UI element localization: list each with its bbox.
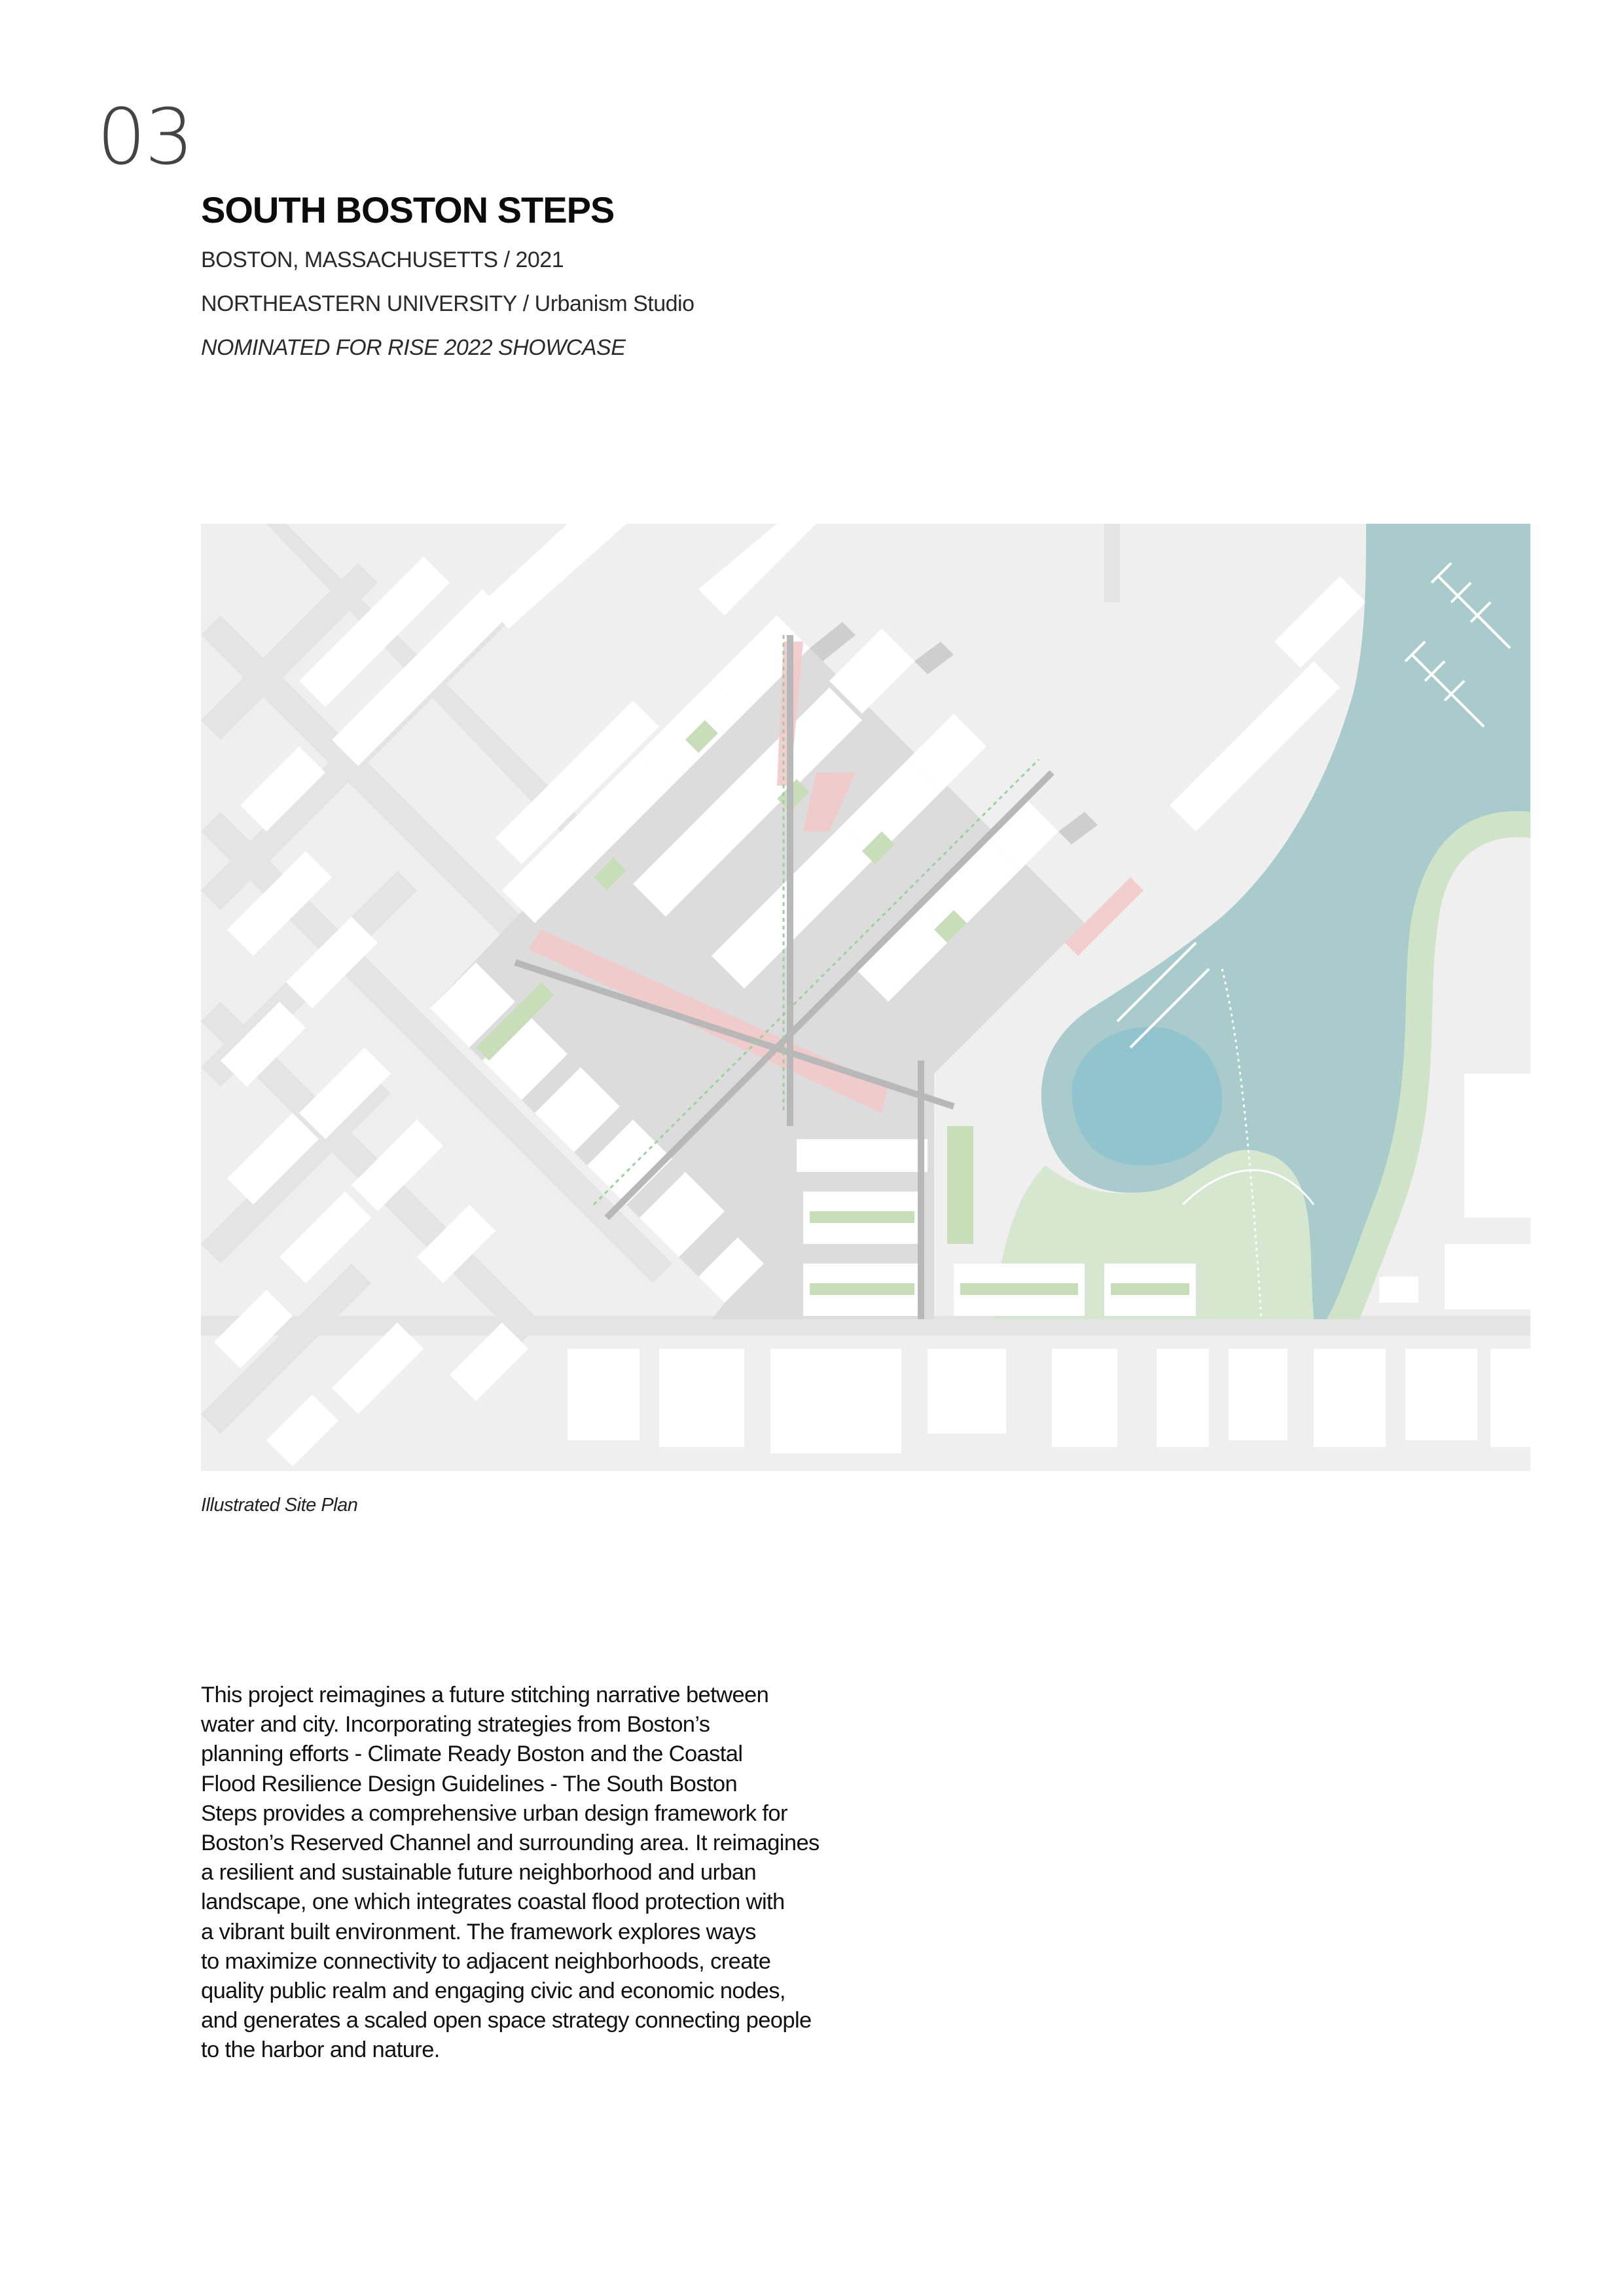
description-line: This project reimagines a future stitching narrative between bbox=[201, 1683, 769, 1707]
location-year: / 2021 bbox=[497, 247, 564, 272]
nomination-note: NOMINATED FOR RISE 2022 SHOWCASE bbox=[201, 335, 626, 360]
description-line: landscape, one which integrates coastal flood protection with bbox=[201, 1889, 785, 1915]
institution-text: NORTHEASTERN UNIVERSITY bbox=[201, 291, 517, 316]
description-line: planning efforts - Climate Ready Boston and the Coastal bbox=[201, 1741, 743, 1767]
project-title: SOUTH BOSTON STEPS bbox=[201, 189, 615, 230]
site-plan-figure bbox=[201, 524, 1530, 1471]
description-line: a vibrant built environment. The framework explores ways bbox=[201, 1919, 756, 1944]
location-text: BOSTON, MASSACHUSETTS bbox=[201, 247, 498, 272]
project-location bbox=[201, 247, 564, 273]
description-line: quality public realm and engaging civic and economic nodes, bbox=[201, 1978, 785, 2004]
institution-studio: / Urbanism Studio bbox=[516, 291, 695, 316]
description-line: Boston’s Reserved Channel and surrounding area. It reimagines bbox=[201, 1831, 820, 1856]
figure-caption: Illustrated Site Plan bbox=[201, 1495, 358, 1516]
project-institution bbox=[201, 291, 695, 317]
description-line: water and city. Incorporating strategies from Boston’s bbox=[201, 1712, 710, 1738]
description-line: Steps provides a comprehensive urban design framework for bbox=[201, 1800, 787, 1826]
description-line: to the harbor and nature. bbox=[201, 2037, 440, 2063]
section-number: 03 bbox=[97, 92, 193, 182]
description-line: to maximize connectivity to adjacent neighborhoods, create bbox=[201, 1948, 771, 1974]
description-line: a resilient and sustainable future neighborhood and urban bbox=[201, 1860, 757, 1886]
site-plan-drawing bbox=[201, 524, 1530, 1471]
project-description bbox=[201, 1681, 882, 2066]
description-line: and generates a scaled open space strategy connecting people bbox=[201, 2008, 812, 2033]
description-line: Flood Resilience Design Guidelines - The South Boston bbox=[201, 1771, 738, 1796]
